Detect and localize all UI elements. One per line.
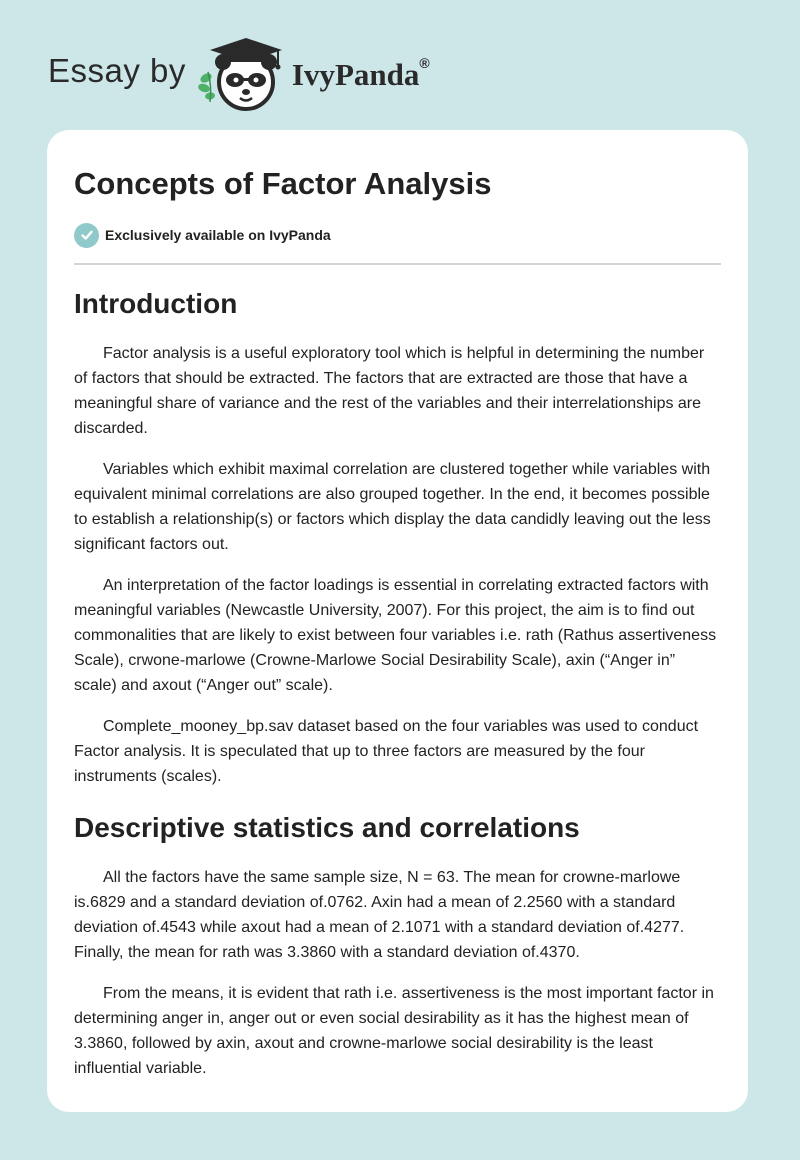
- exclusive-badge: [74, 222, 721, 248]
- section-heading: Descriptive statistics and correlations: [74, 812, 580, 843]
- check-circle-icon: [74, 223, 99, 248]
- paragraph: An interpretation of the factor loadings is essential in correlating extracted factors with meaningful variables (Newcastle University, 2007). For this project, the aim is to find out commonalities that are likely to exist between four variables i.e. rath (Rathus assertiveness Scale), crwone-marlowe (Crowne-Marlowe Social Desirability Scale), axin (“Anger in” scale) and axout (“Anger out” scale).: [74, 577, 717, 694]
- essay-title: Concepts of Factor Analysis: [74, 166, 492, 201]
- paragraph: Complete_mooney_bp.sav dataset based on the four variables was used to conduct Factor analysis. It is speculated that up to three factors are measured by the four instruments (scales).: [74, 718, 699, 785]
- brand-name-text: IvyPanda: [291, 57, 420, 92]
- badge-label: Exclusively available on IvyPanda: [105, 227, 331, 243]
- paragraph: From the means, it is evident that rath i.e. assertiveness is the most important factor in determining anger in, anger out or even social desirability as it has the highest mean of 3.3860, followed by axin, axout and crowne-marlowe social desirability is the least influential variable.: [74, 985, 714, 1077]
- site-brand[interactable]: [48, 34, 430, 114]
- title-divider: [74, 263, 721, 265]
- paragraph: All the factors have the same sample size, N = 63. The mean for crowne-marlowe is.6829 and a standard deviation of.0762. Axin had a mean of 2.2560 with a standard deviation of.4543 while axout had a mean of 2.1071 with a standard deviation of.4277. Finally, the mean for rath was 3.3860 with a standard deviation of.4370.: [74, 869, 685, 961]
- panda-graduate-logo-icon: [198, 34, 288, 114]
- paragraph: Variables which exhibit maximal correlation are clustered together while variables with equivalent minimal correlations are also grouped together. In the end, it becomes possible to establish a relationship(s) or factors which display the data candidly leaving out the less significant factors out.: [74, 461, 711, 553]
- section-heading: Introduction: [74, 288, 238, 319]
- section-descriptive-statistics: [74, 811, 721, 1081]
- brand-name: [292, 57, 430, 93]
- registered-mark: ®: [419, 55, 430, 71]
- essay-card: [47, 130, 748, 1112]
- section-introduction: [74, 287, 721, 789]
- paragraph: Factor analysis is a useful exploratory tool which is helpful in determining the number of factors that should be extracted. The factors that are extracted are those that have a meaningful share of variance and the rest of the variables and their interrelationships are discarded.: [74, 345, 705, 437]
- brand-prefix: Essay by: [48, 52, 186, 89]
